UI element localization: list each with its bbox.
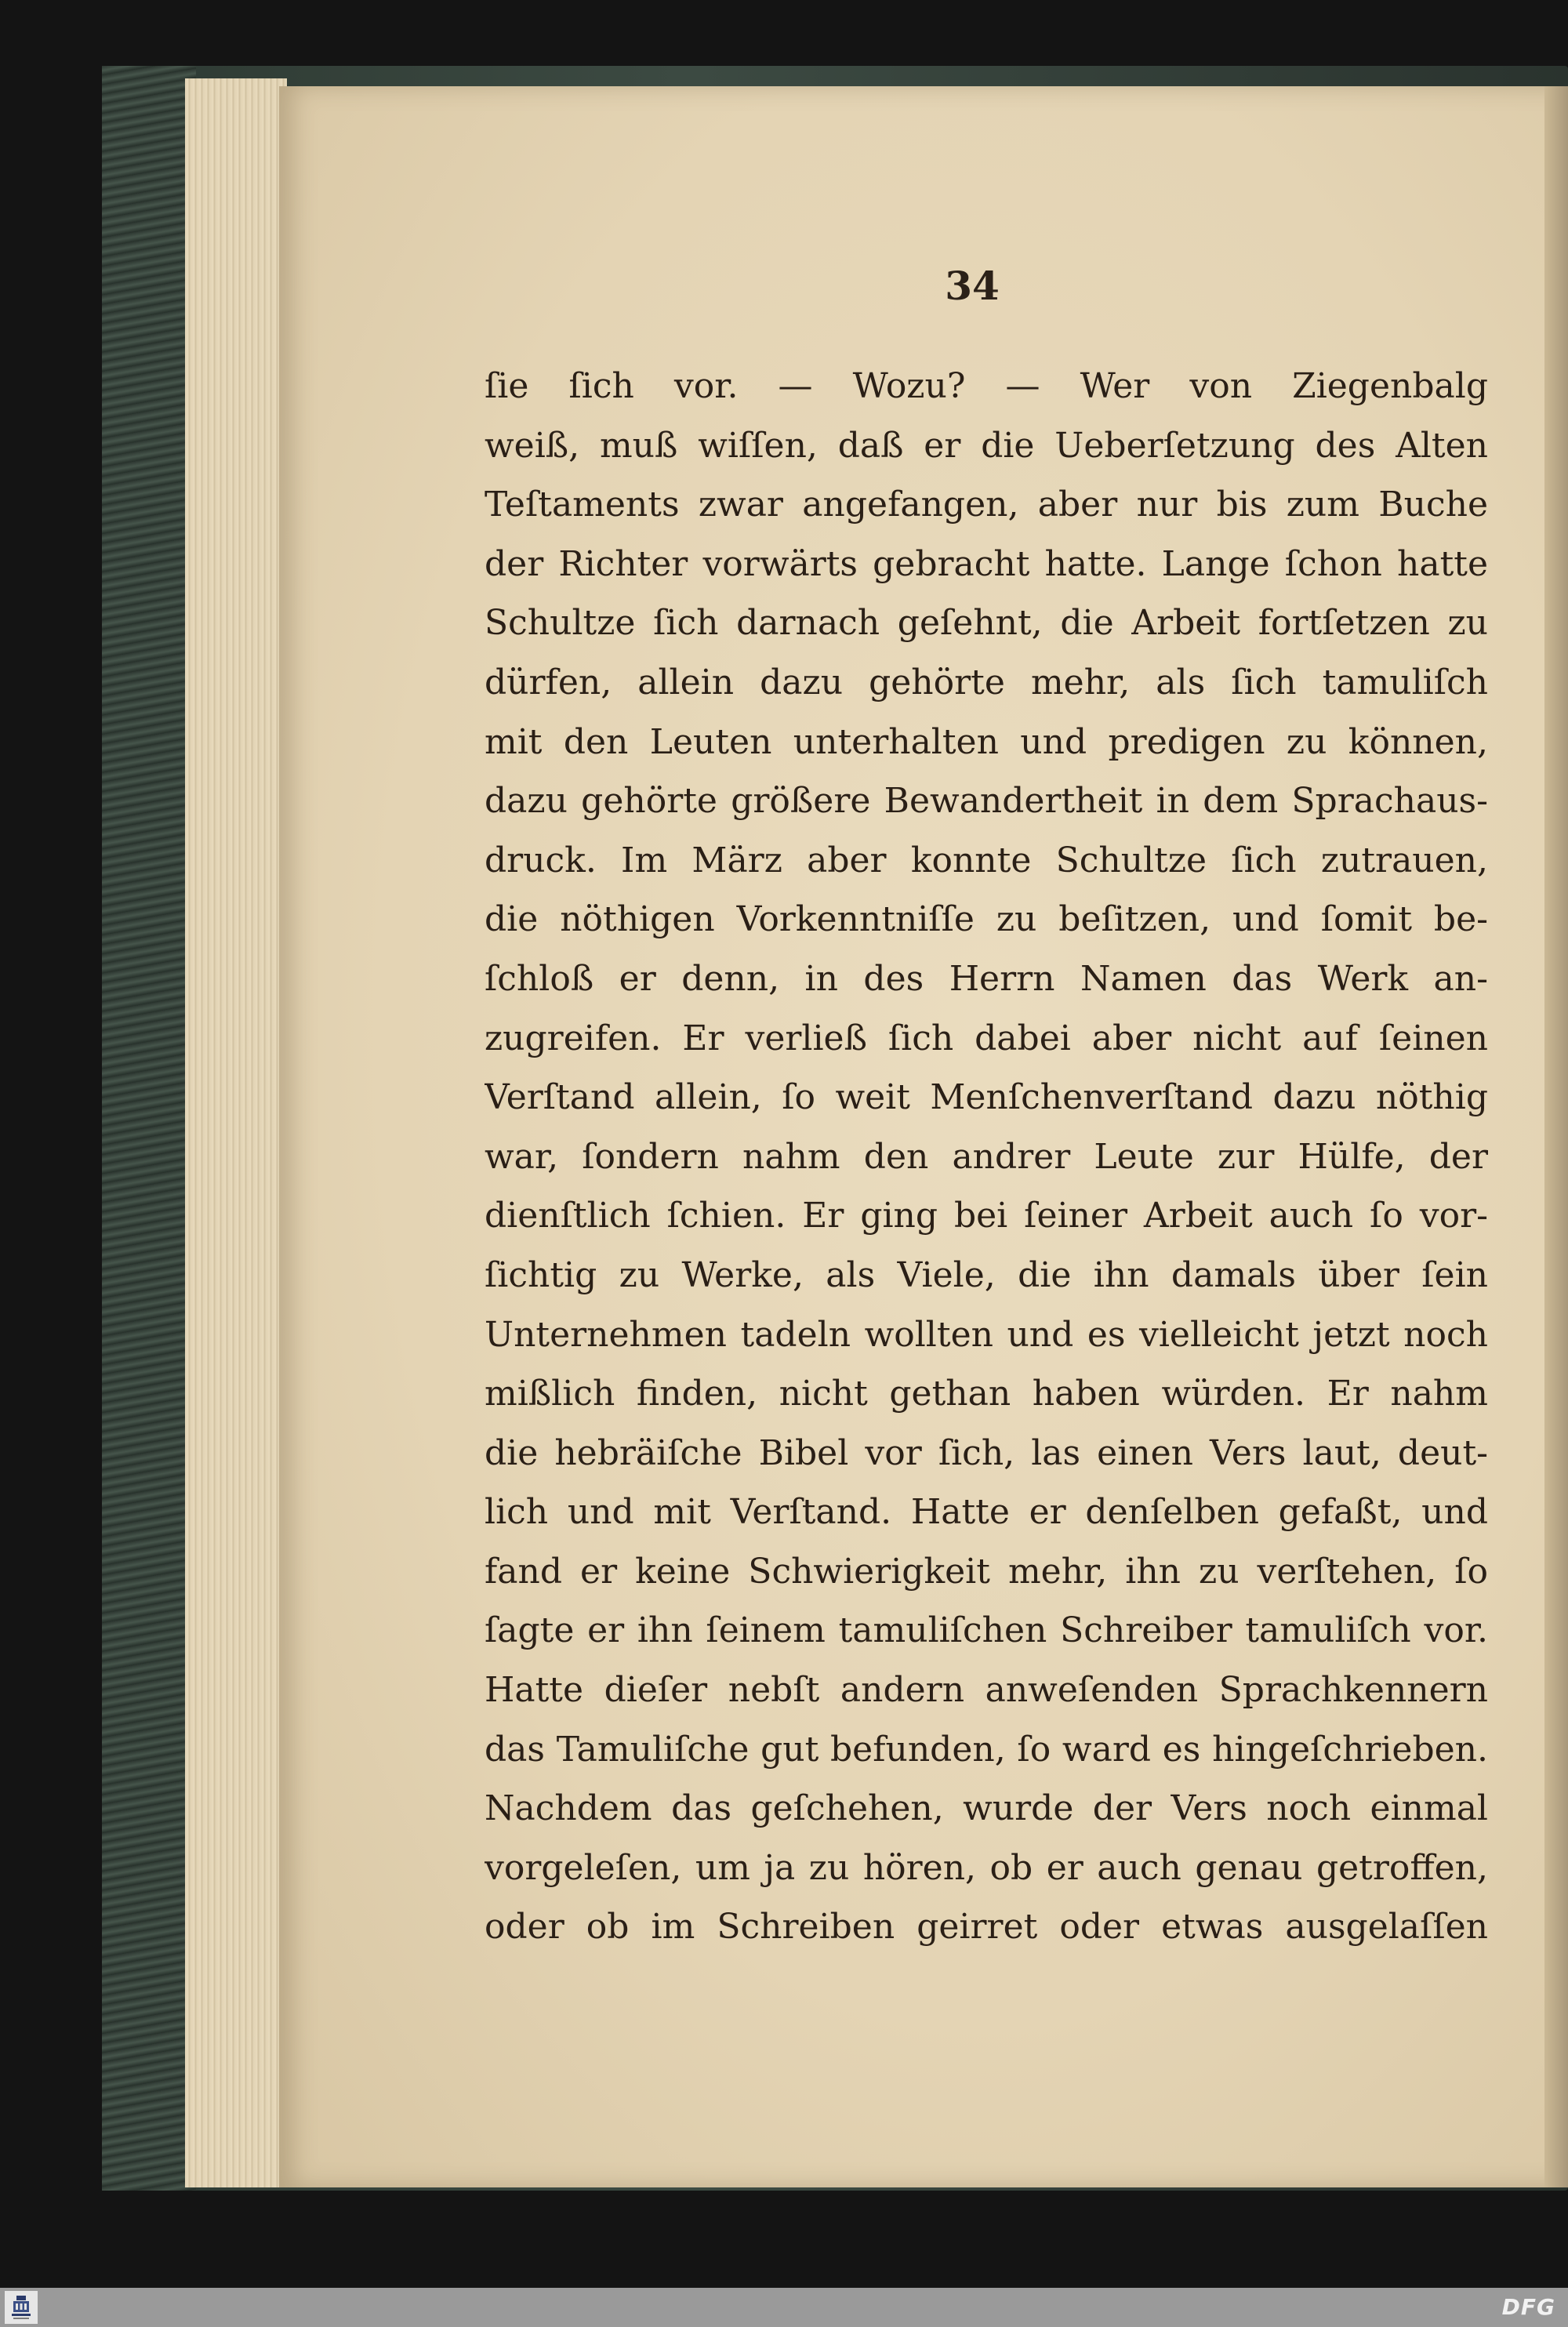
- text-line: weiß, muß wiſſen, daß er die Ueberſetzung des Alten: [485, 425, 1488, 466]
- text-line: ſie ſich vor. — Wozu? — Wer von Ziegenbalg: [485, 366, 1488, 406]
- text-line: dazu gehörte größere Bewandertheit in dem Sprachaus-: [485, 781, 1488, 822]
- text-line: mit den Leuten unterhalten und predigen zu können,: [485, 721, 1488, 762]
- text-line: ſagte er ihn ſeinem tamuliſchen Schreiber tamuliſch vor.: [485, 1610, 1488, 1651]
- text-line: Verſtand allein, ſo weit Menſchenverſtand dazu nöthig: [485, 1077, 1488, 1118]
- text-line: dienſtlich ſchien. Er ging bei ſeiner Arbeit auch ſo vor-: [485, 1196, 1488, 1236]
- funder-logo[interactable]: DFG: [1501, 2294, 1555, 2320]
- text-line: vorgeleſen, um ja zu hören, ob er auch genau getroffen,: [485, 1847, 1488, 1888]
- text-line: ſichtig zu Werke, als Viele, die ihn damals über ſein: [485, 1254, 1488, 1295]
- text-line: zugreifen. Er verließ ſich dabei aber nicht auf ſeinen: [485, 1018, 1488, 1058]
- page-right-edge: [1544, 86, 1568, 2187]
- text-line: Schultze ſich darnach geſehnt, die Arbeit fortſetzen zu: [485, 603, 1488, 644]
- text-line: Nachdem das geſchehen, wurde der Vers noch einmal: [485, 1788, 1488, 1829]
- page-number: 34: [945, 263, 1000, 309]
- text-line: mißlich finden, nicht gethan haben würden. Er nahm: [485, 1374, 1488, 1414]
- page-text: [485, 357, 1488, 1957]
- text-line: Unternehmen tadeln wollten und es vielleicht jetzt noch: [485, 1314, 1488, 1355]
- text-line: Hatte dieſer nebſt andern anweſenden Sprachkennern: [485, 1670, 1488, 1711]
- text-line: die nöthigen Vorkenntniſſe zu beſitzen, und ſomit be-: [485, 899, 1488, 940]
- library-crest-icon[interactable]: [5, 2291, 38, 2324]
- text-line: druck. Im März aber konnte Schultze ſich zutrauen,: [485, 840, 1488, 880]
- text-line: die hebräiſche Bibel vor ſich, las einen Vers laut, deut-: [485, 1432, 1488, 1473]
- text-line: Teſtaments zwar angefangen, aber nur bis zum Buche: [485, 485, 1488, 525]
- text-line: dürfen, allein dazu gehörte mehr, als ſich tamuliſch: [485, 662, 1488, 702]
- text-line: der Richter vorwärts gebracht hatte. Lange ſchon hatte: [485, 543, 1488, 584]
- text-line: das Tamuliſche gut befunden, ſo ward es hingeſchrieben.: [485, 1729, 1488, 1770]
- text-line: ſchloß er denn, in des Herrn Namen das Werk an-: [485, 958, 1488, 999]
- page-stack-edge: [185, 78, 287, 2187]
- book-cover-edge: [102, 66, 196, 2191]
- text-line: oder ob im Schreiben geirret oder etwas ausgelaſſen: [485, 1907, 1488, 1948]
- text-line: lich und mit Verſtand. Hatte er denſelben gefaßt, und: [485, 1492, 1488, 1533]
- viewer-footer-bar: [0, 2288, 1568, 2327]
- text-line: fand er keine Schwierigkeit mehr, ihn zu verſtehen, ſo: [485, 1551, 1488, 1592]
- text-line: war, ſondern nahm den andrer Leute zur Hülfe, der: [485, 1136, 1488, 1177]
